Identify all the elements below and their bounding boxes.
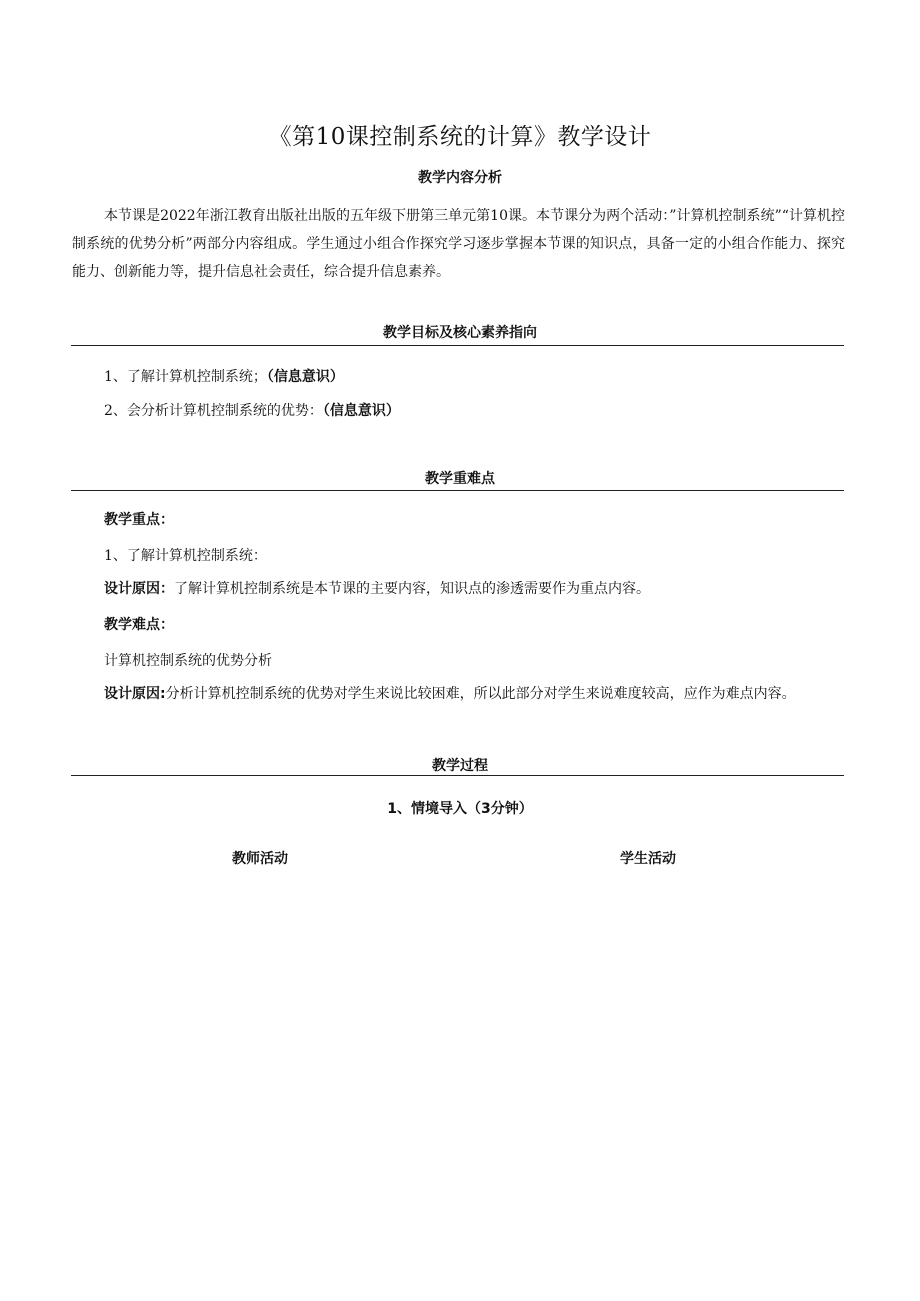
difficulty-reason xyxy=(72,680,845,708)
key-points-heading: 教学重难点 xyxy=(425,471,495,487)
key-points-divider xyxy=(71,490,844,491)
difficulty-label: 教学难点： xyxy=(104,617,174,633)
focus-item: 1、了解计算机控制系统： xyxy=(104,548,267,564)
objective-item-2 xyxy=(104,400,400,420)
focus-label: 教学重点： xyxy=(104,512,174,528)
focus-reason xyxy=(104,578,650,598)
difficulty-reason-label: 设计原因: xyxy=(104,686,166,702)
focus-reason-label: 设计原因： xyxy=(104,581,174,597)
objective-item-1 xyxy=(104,366,344,386)
difficulty-item: 计算机控制系统的优势分析 xyxy=(104,653,272,669)
focus-reason-text: 了解计算机控制系统是本节课的主要内容，知识点的渗透需要作为重点内容。 xyxy=(174,581,650,597)
content-analysis-paragraph: 本节课是2022年浙江教育出版社出版的五年级下册第三单元第10课。本节课分为两个活动：”计算机控制系统”“计算机控制系统的优势分析”两部分内容组成。学生通过小组合作探究学习逐步掌握本节课的知识点，具备一定的小组合作能力、探究能力、创新能力等，提升信息社会责任，综合提升信息素养。 xyxy=(72,208,845,280)
objective-item-1-tag: （信息意识） xyxy=(266,369,344,385)
teacher-activity-column: 教师活动 xyxy=(232,851,288,867)
objective-item-1-text: 1、了解计算机控制系统； xyxy=(104,369,267,385)
content-analysis-heading: 教学内容分析 xyxy=(418,170,502,186)
objective-item-2-tag: （信息意识） xyxy=(322,403,400,419)
difficulty-reason-text: 分析计算机控制系统的优势对学生来说比较困难，所以此部分对学生来说难度较高，应作为难点内容。 xyxy=(165,686,796,702)
objectives-divider xyxy=(71,345,844,346)
process-divider xyxy=(71,775,844,776)
objectives-heading: 教学目标及核心素养指向 xyxy=(383,325,537,341)
document-title: 《第10课控制系统的计算》教学设计 xyxy=(268,124,652,150)
process-heading: 教学过程 xyxy=(432,758,488,774)
student-activity-column: 学生活动 xyxy=(620,851,676,867)
process-step-title: 1、情境导入（3分钟） xyxy=(387,801,533,817)
objective-item-2-text: 2、会分析计算机控制系统的优势： xyxy=(104,403,323,419)
